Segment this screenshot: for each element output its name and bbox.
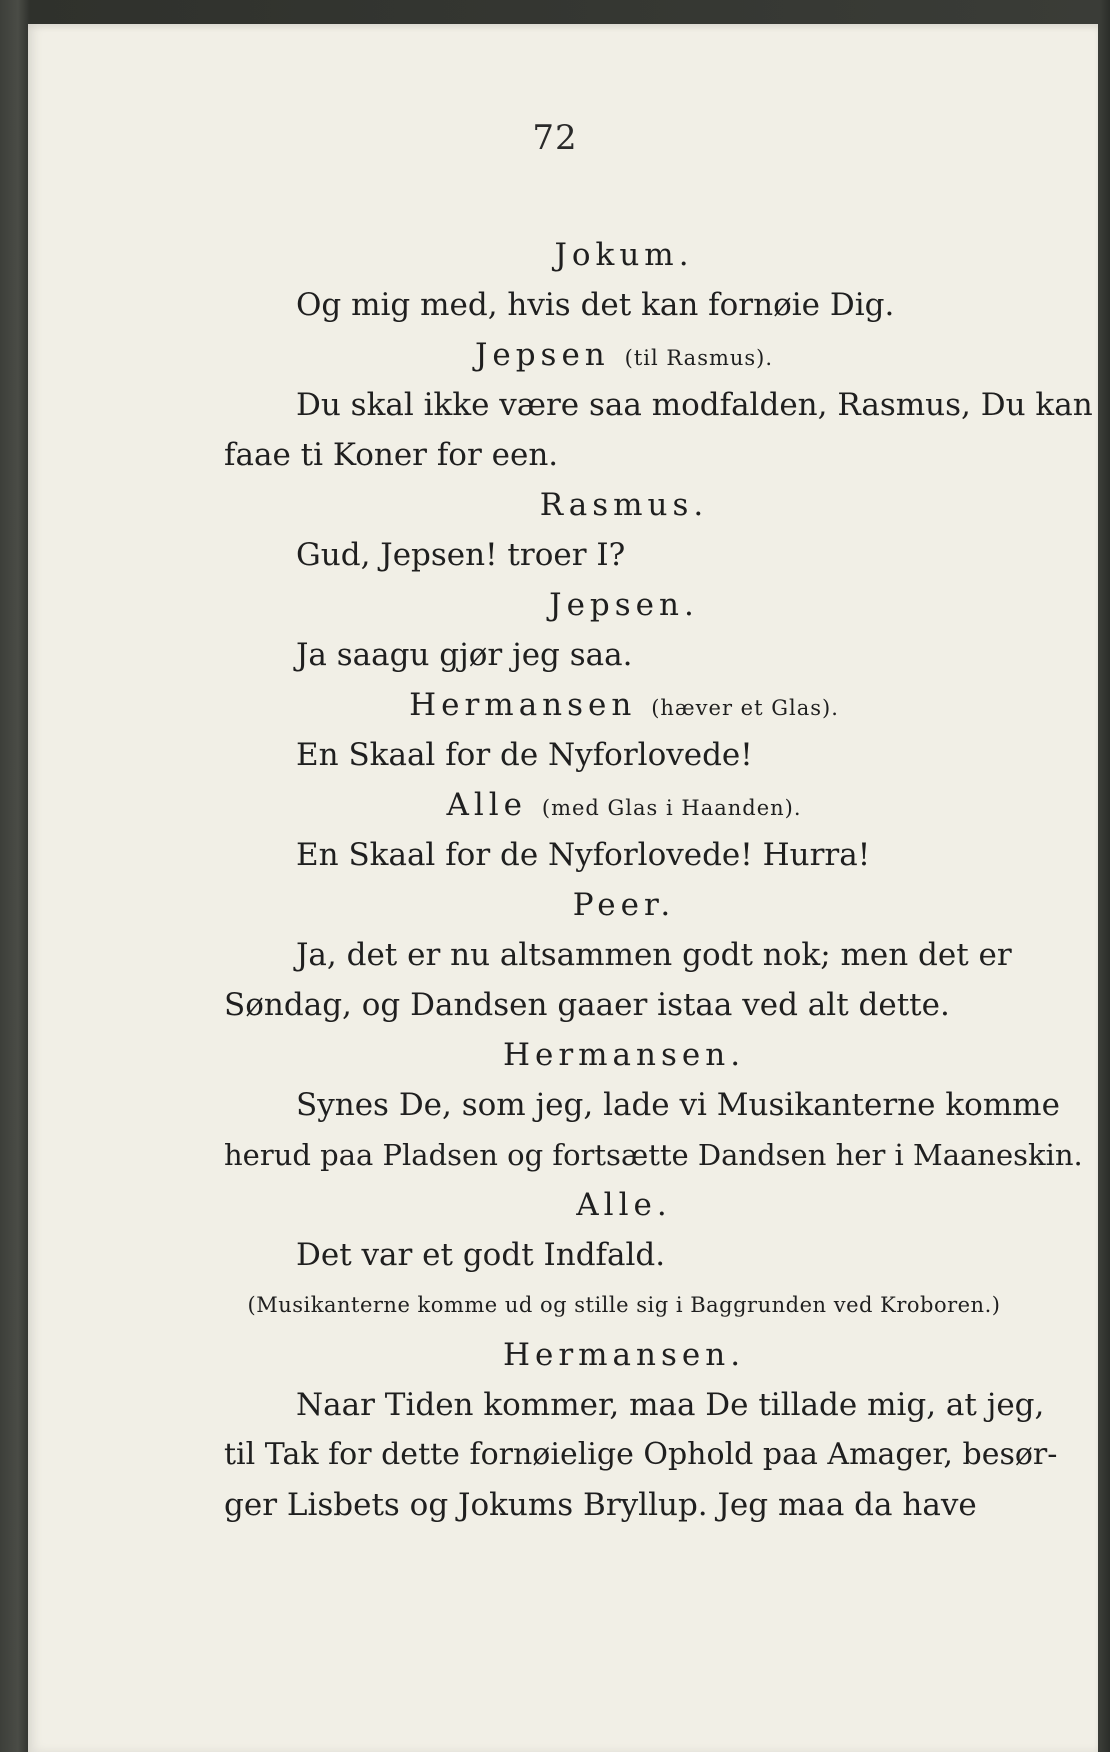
dialogue-line: Ja, det er nu altsammen godt nok; men det er	[296, 937, 1012, 973]
speaker-alle	[224, 780, 1024, 830]
dialogue-line: Du skal ikke være saa modfalden, Rasmus, Du kan	[296, 387, 1093, 423]
stage-direction: (med Glas i Haanden).	[541, 796, 802, 820]
dialogue-line: Naar Tiden kommer, maa De tillade mig, at jeg,	[296, 1387, 1045, 1423]
stage-direction: (til Rasmus).	[624, 346, 774, 370]
stage-direction: (hæver et Glas).	[651, 696, 839, 720]
speaker-hermansen: Hermansen.	[502, 1337, 746, 1373]
dialogue-line: Og mig med, hvis det kan fornøie Dig.	[296, 287, 895, 323]
dialogue-line: ger Lisbets og Jokums Bryllup. Jeg maa da have	[224, 1487, 977, 1523]
dialogue-line: Synes De, som jeg, lade vi Musikanterne komme	[296, 1087, 1060, 1123]
speaker-name: Jepsen	[474, 337, 610, 373]
dialogue-line: faae ti Koner for een.	[224, 437, 559, 473]
speaker-hermansen	[224, 680, 1024, 730]
speaker-name: Alle	[446, 787, 528, 823]
dialogue-line: Gud, Jepsen! troer I?	[296, 537, 626, 573]
stage-direction: (Musikanterne komme ud og stille sig i Baggrunden ved Kroboren.)	[247, 1293, 1001, 1317]
dialogue-line: Det var et godt Indfald.	[296, 1237, 666, 1273]
page-number: 72	[532, 118, 578, 158]
speaker-jokum: Jokum.	[554, 237, 694, 273]
play-text	[224, 230, 1093, 1530]
speaker-jepsen: Jepsen.	[549, 587, 699, 623]
dialogue-line: Søndag, og Dandsen gaaer istaa ved alt dette.	[224, 987, 950, 1023]
speaker-jepsen	[224, 330, 1024, 380]
speaker-name: Hermansen	[409, 687, 637, 723]
speaker-hermansen: Hermansen.	[502, 1037, 746, 1073]
speaker-rasmus: Rasmus.	[539, 487, 709, 523]
dialogue-line: herud paa Pladsen og fortsætte Dandsen her i Maaneskin.	[224, 1138, 1083, 1172]
speaker-peer: Peer.	[572, 887, 676, 923]
dialogue-line: til Tak for dette fornøielige Ophold paa Amager, besør-	[224, 1437, 1058, 1472]
speaker-alle: Alle.	[576, 1187, 672, 1223]
dialogue-line: En Skaal for de Nyforlovede! Hurra!	[296, 837, 871, 873]
dialogue-line: Ja saagu gjør jeg saa.	[296, 637, 633, 673]
dialogue-line: En Skaal for de Nyforlovede!	[296, 737, 753, 773]
